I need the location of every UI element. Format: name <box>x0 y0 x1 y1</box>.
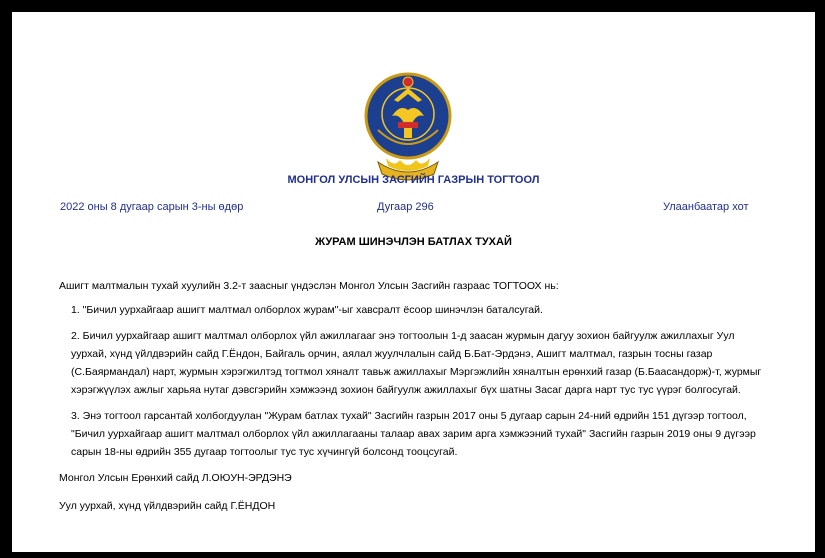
list-item: 2. Бичил уурхайгаар ашигт малтмал олборлох үйл ажиллагааг энэ тогтоолын 1-д заасан журмын дагуу зохион байгуулж ажиллахыг Уул уурхай, хүнд үйлдвэрийн сайд Г.Ёндон, Байгаль орчин, аялал жуулчлалын сайд Б.Бат-Эрдэнэ, Ашигт малтмал, газрын тосны газар (С.Баярмандал) нарт, журмын хэрэгжилтэд тогтмол хяналт тавьж ажиллахыг Мэргэжлийн хяналтын ерөнхий газар (Б.Баасандорж)-т, журмыг хэрэгжүүлэх ажлыг харьяа нутаг дэвсгэрийн хэмжээнд зохион байгуулж ажиллахыг бүх шатны Засаг дарга нарт тус тус үүрэг болгосугай. <box>71 330 762 396</box>
list-item: 3. Энэ тогтоол гарсантай холбогдуулан "Журам батлах тухай" Засгийн газрын 2017 оны 5 дугаар сарын 24-ний өдрийн 151 дүгээр тогтоол, "Бичил уурхайгаар ашигт малтмал олборлох үйл ажиллагааны талаар авах зарим арга хэмжээний тухай" Засгийн газрын 2019 оны 9 дүгээр сарын 18-ны өдрийн 355 дугаар тогтоолыг тус тус хүчингүй болсонд тооцсугай. <box>71 410 756 458</box>
document-body <box>59 277 762 515</box>
resolution-heading: ЖУРАМ ШИНЭЧЛЭН БАТЛАХ ТУХАЙ <box>315 236 512 248</box>
document-page <box>12 12 815 552</box>
document-number: Дугаар 296 <box>377 201 434 213</box>
document-title: МОНГОЛ УЛСЫН ЗАСГИЙН ГАЗРЫН ТОГТООЛ <box>287 174 540 186</box>
document-place: Улаанбаатар хот <box>663 201 749 213</box>
list-item: 1. "Бичил уурхайгаар ашигт малтмал олборлох журам"-ыг хавсралт ёсоор шинэчлэн баталсугай. <box>71 304 543 316</box>
signature-minister: Уул уурхай, хүнд үйлдвэрийн сайд Г.ЁНДОН <box>59 500 276 512</box>
state-emblem-icon <box>364 70 452 186</box>
document-date: 2022 оны 8 дугаар сарын 3-ны өдөр <box>60 201 244 213</box>
signature-prime-minister: Монгол Улсын Ерөнхий сайд Л.ОЮУН-ЭРДЭНЭ <box>59 472 292 484</box>
intro-paragraph: Ашигт малтмалын тухай хуулийн 3.2-т заасныг үндэслэн Монгол Улсын Засгийн газраас ТОГТООХ нь: <box>59 280 559 292</box>
